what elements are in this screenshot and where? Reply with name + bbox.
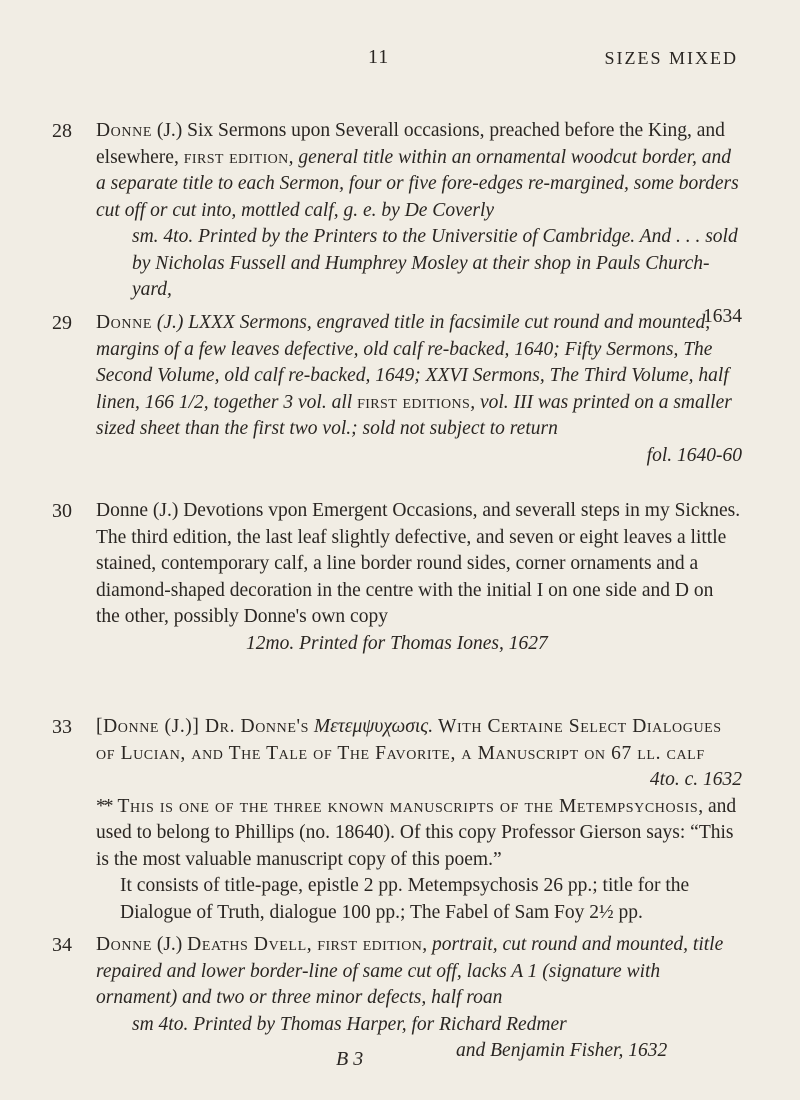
description-text: Donne (J.) Devotions vpon Emergent Occasions, and severall steps in my Sicknes. The third edition, the last leaf slightly defective, and seven or eight leaves a little stained, contemporary calf, a line border round sides, corner ornaments and a diamond-shaped decoration in the centre with the initial I on one side and D on the other, possibly Donne's own copy xyxy=(96,500,741,627)
condition-text: , portrait, cut round and mounted, title repaired and lower border-line of same cut off, lacks A 1 (signature with ornament) and two or three minor defects, half roan xyxy=(96,934,724,1008)
title-part-a: [Donne (J.)] Dr. Donne's xyxy=(96,716,309,737)
lot-number: 28 xyxy=(52,120,72,142)
title-part-b: With Certaine Select Dialogues of Lucian, and The Tale of The Favorite, a Manuscript on 67 ll. calf xyxy=(96,716,722,764)
page-header xyxy=(0,46,800,76)
page-number: 11 xyxy=(368,46,390,68)
condition-text: , vol. III was printed on a smaller sized sheet than the first two vol.; sold not subject to return xyxy=(96,391,732,439)
lot-number: 33 xyxy=(52,716,72,738)
contents-text: It consists of title-page, epistle 2 pp. Metempsychosis 26 pp.; title for the Dialogue of Truth, dialogue 100 pp.; The Fabel of Sam Foy 2½ pp. xyxy=(120,875,690,923)
format-date: fol. 1640-60 xyxy=(646,444,742,466)
first-editions-label: first editions xyxy=(357,391,471,413)
imprint-line-1: sm 4to. Printed by Thomas Harper, for Richard Redmer xyxy=(132,1013,567,1035)
lot-number: 34 xyxy=(52,934,72,956)
lot-description xyxy=(96,498,742,657)
first-edition-label: , first edition xyxy=(306,934,423,955)
signature-mark: B 3 xyxy=(336,1048,364,1070)
title-text: (J.) LXXX Sermons, engraved title in facsimile cut round and mounted, margins of a few leaves defective, old calf re-backed, 1640; Fifty Sermons, The Second Volume, old calf re-backed, 1649; XXVI Sermons, The Third Volume, half linen, 166 1/2, together 3 vol. all xyxy=(96,312,729,413)
lot-description xyxy=(96,932,742,1065)
lot-number: 29 xyxy=(52,312,72,334)
imprint: 12mo. Printed for Thomas Iones, 1627 xyxy=(246,632,548,654)
author-name: Donne xyxy=(96,120,152,141)
condition-text: , general title within an ornamental woodcut border, and a separate title to each Sermon, four or five fore-edges re-margined, some borders cut off or cut into, mottled calf, g. e. by De Coverly xyxy=(96,146,739,221)
title-text: (J.) xyxy=(151,934,188,955)
note-marker: ** xyxy=(96,795,112,817)
lot-description xyxy=(96,118,742,330)
imprint: sm. 4to. Printed by the Printers to the Universitie of Cambridge. And . . . sold by Nicholas Fussell and Humphrey Mosley at their shop in Pauls Church-yard, xyxy=(132,226,738,300)
lot-description xyxy=(96,714,742,926)
author-name: Donne xyxy=(96,312,152,333)
date: 1634 xyxy=(703,305,742,327)
note-text: , and used to belong to Phillips (no. 18640). Of this copy Professor Gierson says: “This is the most valuable manuscript copy of this poem.” xyxy=(96,795,737,870)
section-heading: SIZES MIXED xyxy=(604,48,738,68)
format-date: 4to. c. 1632 xyxy=(649,769,742,790)
title-smallcaps: Deaths Dvell xyxy=(187,934,307,955)
author-name: Donne xyxy=(96,934,152,955)
imprint-line-2: and Benjamin Fisher, 1632 xyxy=(456,1040,668,1061)
first-edition-label: first edition xyxy=(183,146,289,168)
greek-title: Μετεμψυχωσις. xyxy=(313,716,434,737)
lot-number: 30 xyxy=(52,500,72,522)
lot-description xyxy=(96,310,742,469)
note-heading: This is one of the three known manuscripts of the Metempsychosis xyxy=(117,795,699,817)
title-text: (J.) Six Sermons upon Severall occasions, preached before the King, and elsewhere, xyxy=(96,120,725,168)
